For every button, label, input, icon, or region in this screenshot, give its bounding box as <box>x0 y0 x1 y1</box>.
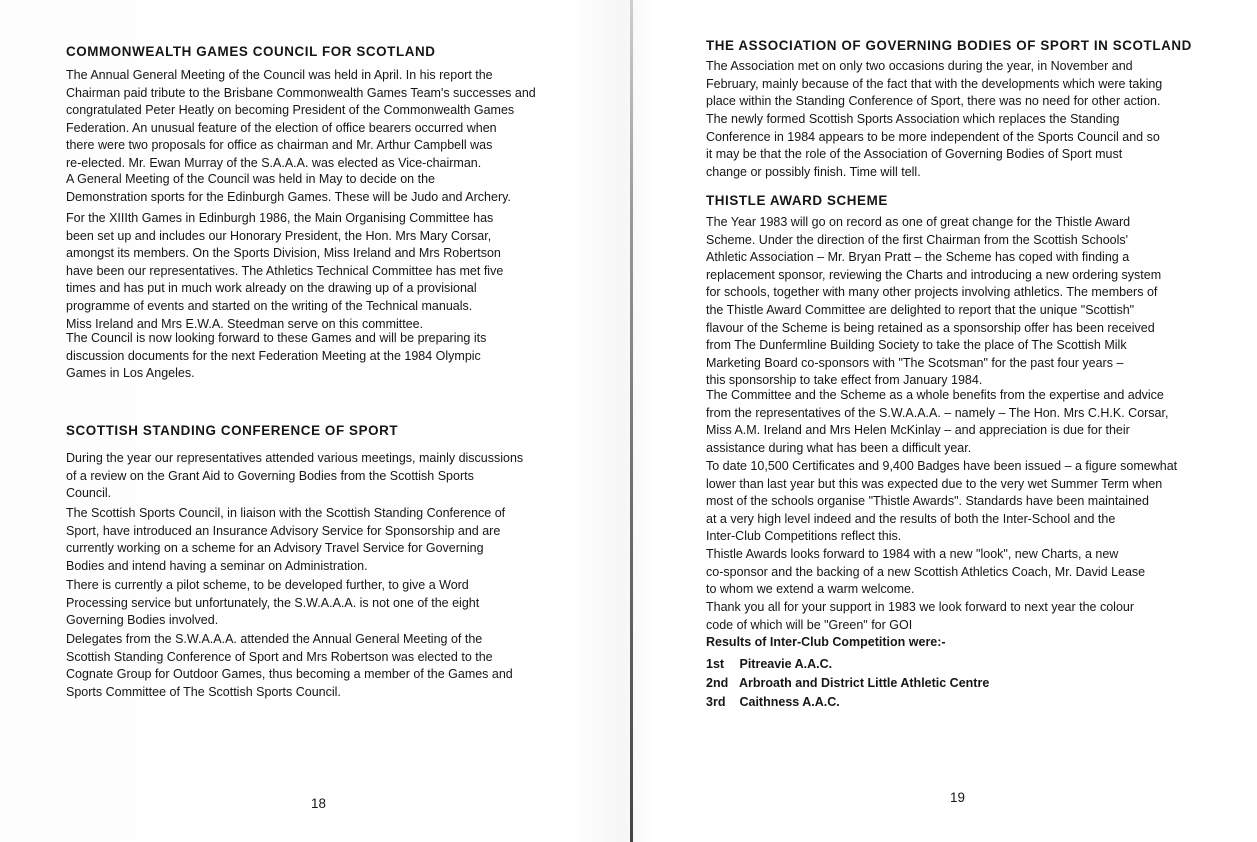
results-row-3rd <box>706 693 989 712</box>
text-line: The Annual General Meeting of the Council was held in April. In his report the <box>66 68 493 82</box>
text-line: Federation. An unusual feature of the election of office bearers occurred when <box>66 120 497 135</box>
text-line: Inter-Club Competitions reflect this. <box>706 529 902 544</box>
paragraph-looking-forward <box>66 330 564 383</box>
text-line: The Scottish Sports Council, in liaison with the Scottish Standing Conference of <box>66 506 506 520</box>
text-line: for schools, together with many other projects involving athletics. The members of <box>706 285 1158 300</box>
text-line: For the XIIIth Games in Edinburgh 1986, the Main Organising Committee has <box>66 211 494 225</box>
text-line: currently working on a scheme for an Advisory Travel Service for Governing <box>66 541 484 556</box>
text-line: Miss Ireland and Mrs E.W.A. Steedman serve on this committee. <box>66 316 424 331</box>
left-page <box>66 0 566 842</box>
section-title-thistle-award: THISTLE AWARD SCHEME <box>706 193 888 208</box>
result-place: 1st <box>706 657 725 671</box>
text-line: change or possibly finish. Time will tell. <box>706 164 921 179</box>
text-line: The Committee and the Scheme as a whole benefits from the expertise and advice <box>706 388 1164 402</box>
text-line: Processing service but unfortunately, the S.W.A.A.A. is not one of the eight <box>66 595 480 610</box>
text-line: Marketing Board co-sponsors with "The Scotsman" for the past four years – <box>706 355 1124 370</box>
results-row-1st <box>706 655 989 674</box>
paragraph-looks-forward-1984 <box>706 546 1212 599</box>
paragraph-committee-benefits <box>706 387 1212 457</box>
text-line: Sport, have introduced an Insurance Advisory Service for Sponsorship and are <box>66 523 501 538</box>
result-club: Pitreavie A.A.C. <box>739 657 833 671</box>
paragraph-certificates-badges <box>706 458 1212 546</box>
text-line: Delegates from the S.W.A.A.A. attended the Annual General Meeting of the <box>66 632 483 646</box>
text-line: Thank you all for your support in 1983 we look forward to next year the colour <box>706 600 1135 614</box>
book-gutter <box>630 0 633 842</box>
text-line: it may be that the role of the Association of Governing Bodies of Sport must <box>706 147 1123 162</box>
text-line: programme of events and started on the writing of the Technical manuals. <box>66 298 473 313</box>
text-line: Games in Los Angeles. <box>66 366 195 381</box>
result-place: 2nd <box>706 676 729 690</box>
text-line: The Association met on only two occasions during the year, in November and <box>706 59 1133 73</box>
text-line: congratulated Peter Heatly on becoming President of the Commonwealth Games <box>66 103 515 118</box>
paragraph-delegates <box>66 631 564 701</box>
text-line: have been our representatives. The Athletics Technical Committee has met five <box>66 263 504 278</box>
text-line: Conference in 1984 appears to be more independent of the Sports Council and so <box>706 129 1160 144</box>
paragraph-insurance-advisory <box>66 505 564 575</box>
text-line: most of the schools organise "Thistle Awards". Standards have been maintained <box>706 494 1149 509</box>
text-line: amongst its members. On the Sports Division, Miss Ireland and Mrs Robertson <box>66 246 501 261</box>
text-line: Thistle Awards looks forward to 1984 with a new "look", new Charts, a new <box>706 547 1119 561</box>
text-line: Scheme. Under the direction of the first Chairman from the Scottish Schools' <box>706 232 1129 247</box>
paragraph-word-processing <box>66 577 564 630</box>
text-line: from The Dunfermline Building Society to take the place of The Scottish Milk <box>706 338 1127 353</box>
text-line: been set up and includes our Honorary President, the Hon. Mrs Mary Corsar, <box>66 228 492 243</box>
right-page <box>706 0 1216 842</box>
text-line: Miss A.M. Ireland and Mrs Helen McKinlay – and appreciation is due for their <box>706 423 1130 438</box>
text-line: Cognate Group for Outdoor Games, thus becoming a member of the Games and <box>66 667 513 682</box>
text-line: the Thistle Award Committee are delighted to report that the unique "Scottish" <box>706 302 1135 317</box>
text-line: of a review on the Grant Aid to Governing Bodies from the Scottish Sports <box>66 468 474 483</box>
text-line: Scottish Standing Conference of Sport and Mrs Robertson was elected to the <box>66 649 493 664</box>
paragraph-agm-report <box>66 67 564 173</box>
text-line: Demonstration sports for the Edinburgh Games. These will be Judo and Archery. <box>66 189 511 204</box>
text-line: February, mainly because of the fact that with the developments which were taking <box>706 76 1163 91</box>
paragraph-year-1983 <box>706 214 1212 390</box>
text-line: To date 10,500 Certificates and 9,400 Badges have been issued – a figure somewhat <box>706 459 1178 473</box>
text-line: place within the Standing Conference of Sport, there was no need for other action. <box>706 94 1161 109</box>
text-line: from the representatives of the S.W.A.A.A. – namely – The Hon. Mrs C.H.K. Corsar, <box>706 405 1169 420</box>
text-line: replacement sponsor, reviewing the Charts and introducing a new ordering system <box>706 267 1162 282</box>
text-line: Athletic Association – Mr. Bryan Pratt – the Scheme has coped with finding a <box>706 250 1130 265</box>
results-list <box>706 655 989 712</box>
text-line: co-sponsor and the backing of a new Scottish Athletics Coach, Mr. David Lease <box>706 564 1146 579</box>
text-line: Governing Bodies involved. <box>66 613 219 628</box>
section-title-standing-conference: SCOTTISH STANDING CONFERENCE OF SPORT <box>66 423 399 438</box>
text-line: discussion documents for the next Federation Meeting at the 1984 Olympic <box>66 348 481 363</box>
text-line: Results of Inter-Club Competition were:- <box>706 635 946 649</box>
paragraph-scottish-sports-association <box>706 111 1212 181</box>
section-title-commonwealth-games: COMMONWEALTH GAMES COUNCIL FOR SCOTLAND <box>66 44 436 59</box>
paragraph-association-met <box>706 58 1212 111</box>
text-line: at a very high level indeed and the results of both the Inter-School and the <box>706 511 1116 526</box>
text-line: Council. <box>66 486 112 501</box>
text-line: there were two proposals for office as chairman and Mr. Arthur Campbell was <box>66 138 493 153</box>
page-number: 19 <box>950 790 965 805</box>
text-line: to whom we extend a warm welcome. <box>706 582 915 597</box>
result-place: 3rd <box>706 695 726 709</box>
text-line: Chairman paid tribute to the Brisbane Commonwealth Games Team's successes and <box>66 85 536 100</box>
text-line: lower than last year but this was expected due to the very wet Summer Term when <box>706 476 1163 491</box>
text-line: re-elected. Mr. Ewan Murray of the S.A.A.A. was elected as Vice-chairman. <box>66 155 482 170</box>
result-club: Caithness A.A.C. <box>739 695 840 709</box>
paragraph-review-grant-aid <box>66 450 564 503</box>
text-line: flavour of the Scheme is being retained as a sponsorship offer has been received <box>706 320 1155 335</box>
paragraph-results-heading <box>706 634 1212 652</box>
text-line: A General Meeting of the Council was held in May to decide on the <box>66 172 435 186</box>
text-line: The Year 1983 will go on record as one of great change for the Thistle Award <box>706 215 1131 229</box>
text-line: Sports Committee of The Scottish Sports Council. <box>66 684 341 699</box>
text-line: this sponsorship to take effect from January 1984. <box>706 373 983 388</box>
section-title-governing-bodies: THE ASSOCIATION OF GOVERNING BODIES OF SPORT IN SCOTLAND <box>706 38 1192 53</box>
text-line: code of which will be "Green" for GOI <box>706 617 913 632</box>
result-club: Arbroath and District Little Athletic Centre <box>739 676 990 690</box>
text-line: Bodies and intend having a seminar on Administration. <box>66 558 368 573</box>
text-line: The newly formed Scottish Sports Association which replaces the Standing <box>706 112 1120 126</box>
results-row-2nd <box>706 674 989 693</box>
text-line: assistance during what has been a difficult year. <box>706 440 972 455</box>
paragraph-general-meeting <box>66 171 564 206</box>
paragraph-thank-you <box>706 599 1212 634</box>
text-line: The Council is now looking forward to these Games and will be preparing its <box>66 331 487 345</box>
text-line: During the year our representatives attended various meetings, mainly discussions <box>66 451 524 465</box>
text-line: times and has put in much work already on the drawing up of a provisional <box>66 281 477 296</box>
page-number: 18 <box>311 796 326 811</box>
text-line: There is currently a pilot scheme, to be developed further, to give a Word <box>66 578 469 592</box>
paragraph-xiiith-games <box>66 210 564 333</box>
